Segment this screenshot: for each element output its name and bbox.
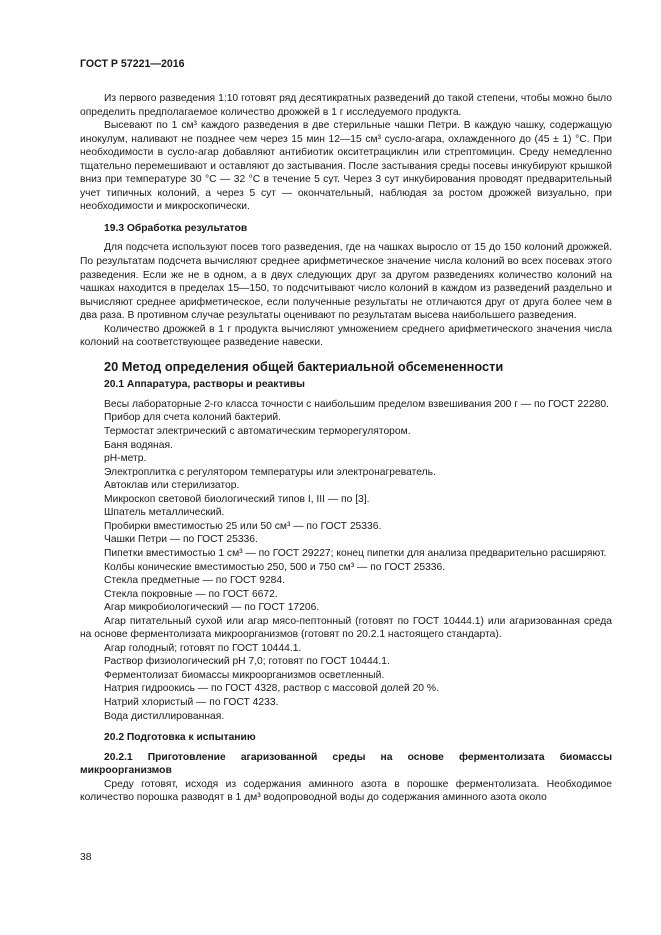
paragraph: Для подсчета используют посев того разведения, где на чашках выросло от 15 до 150 колоний дрожжей. По результатам подсчета вычисляют среднее арифметическое значение числа колоний во всех посевах этого разведения. Если же не в одном, а в двух следующих друг за другом разведениях количество колоний на чашках находится в пределах 15—150, то подсчитывают число колоний в каждом из разведений раздельно и вычисляют среднее арифметическое, если полученные результаты не отличаются друг от друга более чем в два раза. В противном случае результаты оценивают по результатам высева наибольшего разведения. [80, 242, 612, 322]
list-item: Стекла предметные — по ГОСТ 9284. [104, 575, 285, 587]
list-item: Ферментолизат биомассы микроорганизмов осветленный. [104, 669, 385, 681]
list-item: Стекла покровные — по ГОСТ 6672. [104, 588, 278, 600]
list-item: Натрий хлористый — по ГОСТ 4233. [104, 696, 279, 708]
list-item: Чашки Петри — по ГОСТ 25336. [104, 534, 258, 546]
list-item: Баня водяная. [104, 439, 173, 451]
paragraph: Весы лабораторные 2-го класса точности с наибольшим пределом взвешивания 200 г — по ГОСТ 22280. [104, 398, 609, 410]
paragraph: Пипетки вместимостью 1 см³ — по ГОСТ 29227; конец пипетки для анализа предварительно расширяют. [104, 547, 607, 559]
list-item: Агар микробиологический — по ГОСТ 17206. [104, 602, 320, 614]
list-item: Пробирки вместимостью 25 или 50 см³ — по ГОСТ 25336. [104, 520, 382, 532]
paragraph: Агар питательный сухой или агар мясо-пептонный (готовят по ГОСТ 10444.1) или агаризованная среда на основе ферментолизата микроорганизмов (готовят по 20.2.1 настоящего стандарта). [80, 615, 612, 641]
list-item: Шпатель металлический. [104, 507, 225, 519]
paragraph: Количество дрожжей в 1 г продукта вычисляют умножением среднего арифметического значения числа колоний на соответствующее разведение навески. [80, 323, 612, 349]
list-item: Прибор для счета колоний бактерий. [104, 412, 281, 424]
page-number: 38 [80, 852, 92, 863]
list-item: Раствор физиологический рН 7,0; готовят по ГОСТ 10444.1. [104, 656, 390, 668]
list-item: Натрия гидроокись — по ГОСТ 4328, раствор с массовой долей 20 %. [104, 683, 439, 695]
list-item: Агар голодный; готовят по ГОСТ 10444.1. [104, 642, 302, 654]
page-body [80, 92, 612, 805]
section-heading-19-3: 19.3 Обработка результатов [104, 222, 248, 234]
list-item: Электроплитка с регулятором температуры или электронагреватель. [104, 466, 436, 478]
list-item: рН-метр. [104, 453, 147, 465]
section-heading-20-2: 20.2 Подготовка к испытанию [104, 732, 256, 744]
paragraph: Высевают по 1 см³ каждого разведения в две стерильные чашки Петри. В каждую чашку, содержащую инокулум, наливают не позднее чем через 15 мин 12—15 см³ сусло-агара, охлажденного до (45 ± 1) °С. При необходимости в сусло-агар добавляют антибиотик окситетрациклин или стрептомицин. Среду немедленно тщательно перемешивают и оставляют до застывания. После застывания среды посевы инкубируют крышкой вниз при температуре 30 °С — 32 °С в течение 5 сут. Через 3 сут инкубирования проводят предварительный учет типичных колоний, а через 5 сут — окончательный, наблюдая за ростом дрожжей визуально, при необходимости и микроскопически. [80, 120, 612, 213]
list-item: Автоклав или стерилизатор. [104, 480, 240, 492]
document-code-header: ГОСТ Р 57221—2016 [80, 58, 185, 70]
section-heading-20: 20 Метод определения общей бактериальной обсемененности [104, 358, 504, 374]
list-item: Колбы конические вместимостью 250, 500 и 750 см³ — по ГОСТ 25336. [104, 561, 446, 573]
section-heading-20-2-1: 20.2.1 Приготовление агаризованной среды на основе ферментолизата биомассы микроорганизмов [80, 751, 612, 777]
paragraph: Из первого разведения 1:10 готовят ряд десятикратных разведений до такой степени, чтобы можно было определить предполагаемое количество дрожжей в 1 г исследуемого продукта. [80, 93, 612, 118]
list-item: Вода дистиллированная. [104, 710, 225, 722]
list-item: Термостат электрический с автоматическим терморегулятором. [104, 426, 411, 438]
section-heading-20-1: 20.1 Аппаратура, растворы и реактивы [104, 379, 305, 391]
list-item: Микроскоп световой биологический типов I, III — по [3]. [104, 493, 370, 505]
paragraph: Среду готовят, исходя из содержания аминного азота в порошке ферментолизата. Необходимое количество порошка разводят в 1 дм³ водопроводной воды до содержания аминного азота около [80, 778, 612, 804]
